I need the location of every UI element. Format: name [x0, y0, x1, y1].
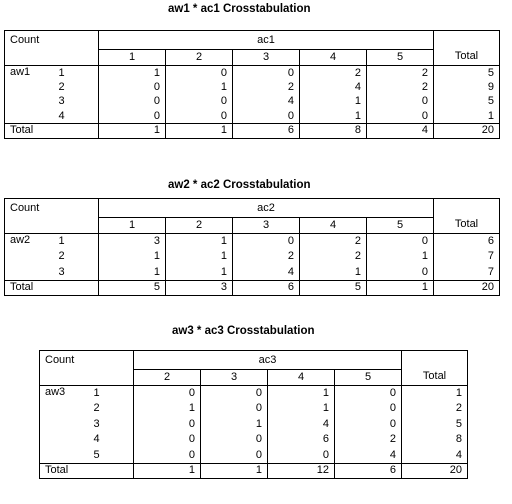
column-variable-label: ac1 — [99, 31, 434, 50]
row-total-cell: 5 — [434, 95, 500, 110]
count-cell: 2 — [300, 66, 367, 81]
column-total-cell: 12 — [268, 463, 335, 479]
row-value-label: 2 — [53, 249, 99, 265]
count-cell: 0 — [201, 448, 268, 464]
row-value-label: 1 — [53, 234, 99, 250]
table-row — [5, 80, 500, 95]
column-total-cell: 6 — [335, 463, 402, 479]
row-value-label: 1 — [88, 386, 134, 402]
table-row — [5, 109, 500, 124]
column-value-header: 4 — [268, 370, 335, 386]
column-value-header: 3 — [233, 50, 300, 66]
table-title: aw2 * ac2 Crosstabulation — [168, 179, 311, 191]
column-total-cell: 8 — [300, 124, 367, 139]
row-total-cell: 9 — [434, 80, 500, 95]
count-cell: 2 — [367, 80, 434, 95]
row-value-label: 2 — [53, 80, 99, 95]
count-cell: 1 — [134, 401, 201, 417]
row-value-label: 4 — [53, 109, 99, 124]
total-row — [5, 124, 500, 139]
count-cell: 0 — [367, 234, 434, 250]
row-value-label: 1 — [53, 66, 99, 81]
row-total-cell: 2 — [402, 401, 468, 417]
count-cell: 0 — [134, 417, 201, 433]
count-cell: 0 — [99, 95, 166, 110]
count-cell: 0 — [99, 109, 166, 124]
count-cell: 4 — [233, 95, 300, 110]
count-cell: 0 — [134, 386, 201, 402]
table-row — [40, 386, 468, 402]
count-cell: 2 — [233, 80, 300, 95]
row-total-cell: 5 — [434, 66, 500, 81]
total-row — [40, 463, 468, 479]
table-row — [40, 401, 468, 417]
count-cell: 1 — [268, 401, 335, 417]
count-cell: 2 — [335, 432, 402, 448]
table-title: aw3 * ac3 Crosstabulation — [172, 325, 315, 337]
count-cell: 2 — [300, 249, 367, 265]
total-row-label: Total — [5, 280, 99, 296]
count-cell: 4 — [300, 80, 367, 95]
count-cell: 0 — [166, 109, 233, 124]
row-total-cell: 8 — [402, 432, 468, 448]
crosstab-table — [4, 30, 500, 139]
count-cell: 1 — [300, 95, 367, 110]
grand-total-cell: 20 — [402, 463, 468, 479]
column-value-header: 4 — [300, 50, 367, 66]
total-row-label: Total — [40, 463, 134, 479]
row-total-cell: 7 — [434, 265, 500, 281]
table-row — [40, 448, 468, 464]
column-value-header: 1 — [99, 50, 166, 66]
table-row — [5, 66, 500, 81]
count-cell: 0 — [201, 386, 268, 402]
count-cell: 1 — [300, 109, 367, 124]
count-cell: 4 — [268, 417, 335, 433]
column-total-cell: 5 — [300, 280, 367, 296]
total-column-header: Total — [434, 31, 500, 66]
row-total-cell: 1 — [434, 109, 500, 124]
count-cell: 1 — [166, 249, 233, 265]
count-cell: 0 — [268, 448, 335, 464]
column-total-cell: 1 — [166, 124, 233, 139]
count-label: Count — [5, 31, 99, 66]
column-variable-label: ac3 — [134, 351, 402, 370]
column-value-header: 3 — [201, 370, 268, 386]
count-cell: 0 — [201, 401, 268, 417]
count-cell: 0 — [201, 432, 268, 448]
row-total-cell: 4 — [402, 448, 468, 464]
row-variable-label: aw3 — [40, 386, 88, 464]
row-total-cell: 7 — [434, 249, 500, 265]
count-cell: 0 — [166, 66, 233, 81]
grand-total-cell: 20 — [434, 124, 500, 139]
column-total-cell: 6 — [233, 280, 300, 296]
column-value-header: 5 — [335, 370, 402, 386]
count-cell: 0 — [367, 95, 434, 110]
count-cell: 6 — [268, 432, 335, 448]
row-variable-label: aw1 — [5, 66, 53, 124]
count-cell: 0 — [166, 95, 233, 110]
count-cell: 1 — [99, 66, 166, 81]
column-value-header: 5 — [367, 50, 434, 66]
count-cell: 1 — [99, 265, 166, 281]
count-cell: 1 — [166, 234, 233, 250]
row-value-label: 3 — [88, 417, 134, 433]
row-value-label: 5 — [88, 448, 134, 464]
column-total-cell: 4 — [367, 124, 434, 139]
count-cell: 2 — [367, 66, 434, 81]
count-cell: 0 — [335, 386, 402, 402]
count-cell: 0 — [134, 432, 201, 448]
count-cell: 4 — [335, 448, 402, 464]
table-row — [40, 417, 468, 433]
column-total-cell: 1 — [134, 463, 201, 479]
count-cell: 0 — [233, 234, 300, 250]
crosstab-table — [4, 198, 500, 296]
count-cell: 0 — [134, 448, 201, 464]
count-cell: 3 — [99, 234, 166, 250]
count-cell: 0 — [233, 109, 300, 124]
column-total-cell: 5 — [99, 280, 166, 296]
count-cell: 2 — [300, 234, 367, 250]
count-cell: 1 — [201, 417, 268, 433]
count-cell: 0 — [335, 401, 402, 417]
count-cell: 2 — [233, 249, 300, 265]
row-variable-label: aw2 — [5, 234, 53, 281]
count-cell: 1 — [300, 265, 367, 281]
count-cell: 0 — [367, 265, 434, 281]
column-total-cell: 1 — [201, 463, 268, 479]
row-total-cell: 1 — [402, 386, 468, 402]
column-value-header: 3 — [233, 218, 300, 234]
row-value-label: 2 — [88, 401, 134, 417]
column-value-header: 2 — [166, 218, 233, 234]
table-row — [5, 95, 500, 110]
column-value-header: 4 — [300, 218, 367, 234]
column-value-header: 1 — [99, 218, 166, 234]
column-value-header: 5 — [367, 218, 434, 234]
count-cell: 0 — [233, 66, 300, 81]
row-value-label: 3 — [53, 265, 99, 281]
row-total-cell: 5 — [402, 417, 468, 433]
count-cell: 1 — [166, 265, 233, 281]
count-cell: 1 — [367, 249, 434, 265]
table-row — [5, 265, 500, 281]
grand-total-cell: 20 — [434, 280, 500, 296]
count-label: Count — [5, 199, 99, 234]
total-row-label: Total — [5, 124, 99, 139]
table-row — [40, 432, 468, 448]
crosstab-table — [39, 350, 468, 479]
column-value-header: 2 — [166, 50, 233, 66]
count-cell: 0 — [367, 109, 434, 124]
column-variable-label: ac2 — [99, 199, 434, 218]
row-value-label: 3 — [53, 95, 99, 110]
count-cell: 1 — [99, 249, 166, 265]
row-value-label: 4 — [88, 432, 134, 448]
column-total-cell: 6 — [233, 124, 300, 139]
column-total-cell: 1 — [99, 124, 166, 139]
row-total-cell: 6 — [434, 234, 500, 250]
column-value-header: 2 — [134, 370, 201, 386]
count-cell: 0 — [99, 80, 166, 95]
count-cell: 1 — [166, 80, 233, 95]
total-column-header: Total — [402, 351, 468, 386]
table-row — [5, 234, 500, 250]
count-cell: 4 — [233, 265, 300, 281]
count-cell: 1 — [268, 386, 335, 402]
count-cell: 0 — [335, 417, 402, 433]
column-total-cell: 1 — [367, 280, 434, 296]
table-row — [5, 249, 500, 265]
total-row — [5, 280, 500, 296]
total-column-header: Total — [434, 199, 500, 234]
column-total-cell: 3 — [166, 280, 233, 296]
table-title: aw1 * ac1 Crosstabulation — [168, 3, 311, 15]
count-label: Count — [40, 351, 134, 386]
